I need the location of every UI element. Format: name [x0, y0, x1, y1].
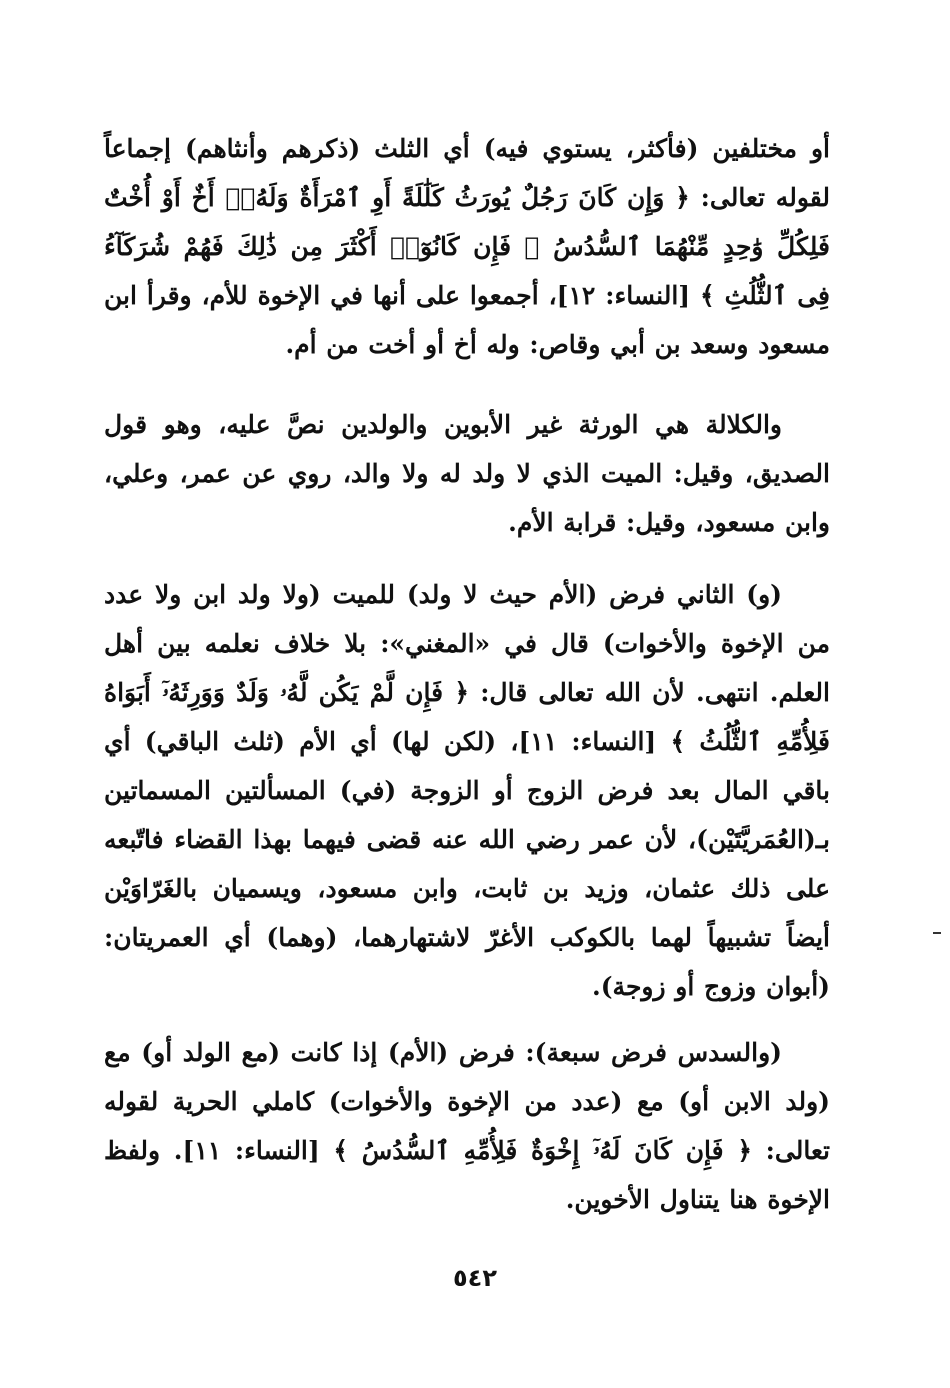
paragraph-1	[104, 124, 830, 369]
paragraph-2-text: والكلالة هي الورثة غير الأبوين والولدين نصَّ عليه، وهو قول الصديق، وقيل: الميت الذي لا ولد له ولا والد، روي عن عمر، وعلي، وابن مسعود، وقيل: قرابة الأم.	[104, 410, 830, 537]
paragraph-3	[104, 570, 830, 1011]
paragraph-3-text: (و) الثاني فرض (الأم حيث لا ولد) للميت (ولا ولد ابن ولا عدد من الإخوة والأخوات) قال في «المغني»: بلا خلاف نعلمه بين أهل العلم. انتهى. لأن الله تعالى قال: ﴿ فَإِن لَّمْ يَكُن لَّهُۥ وَلَدٌ وَوَرِثَهُۥٓ أَبَوَاهُ فَلِأُمِّهِ ٱلثُّلُثُ ﴾ [النساء: ١١]، (لكن لها) أي الأم (ثلث الباقي) أي باقي المال بعد فرض الزوج أو الزوجة (في) المسألتين المسماتين بـ(العُمَريَّتَيْن)، لأن عمر رضي الله عنه قضى فيهما بهذا القضاء فاتّبعه على ذلك عثمان، وزيد بن ثابت، وابن مسعود، ويسميان بالغَرّاوَيْن أيضاً تشبيهاً لهما بالكوكب الأغرّ لاشتهارهما، (وهما) أي العمريتان: (أبوان وزوج أو زوجة).	[104, 580, 830, 1001]
paragraph-4-text: (والسدس فرض سبعة): فرض (الأم) إذا كانت (مع الولد أو) مع (ولد الابن أو) مع (عدد من الإخوة والأخوات) كاملي الحرية لقوله تعالى: ﴿ فَإِن كَانَ لَهُۥٓ إِخْوَةٌ فَلِأُمِّهِ ٱلسُّدُسُ ﴾ [النساء: ١١]. ولفظ الإخوة هنا يتناول الأخوين.	[104, 1038, 830, 1214]
margin-mark	[933, 932, 941, 934]
paragraph-1-text: أو مختلفين (فأكثر، يستوي فيه) أي الثلث (ذكرهم وأنثاهم) إجماعاً لقوله تعالى: ﴿ وَإِن كَانَ رَجُلٌ يُورَثُ كَلَٰلَةً أَوِ ٱمْرَأَةٌ وَلَهُۥٓ أَخٌ أَوْ أُخْتٌ فَلِكُلِّ وَٰحِدٍ مِّنْهُمَا ٱلسُّدُسُ ۚ فَإِن كَانُوٓا۟ أَكْثَرَ مِن ذَٰلِكَ فَهُمْ شُرَكَآءُ فِى ٱلثُّلُثِ ﴾ [النساء: ١٢]، أجمعوا على أنها في الإخوة للأم، وقرأ ابن مسعود وسعد بن أبي وقاص: وله أخ أو أخت من أم.	[104, 134, 830, 359]
page-number: ٥٤٢	[453, 1264, 497, 1292]
paragraph-4	[104, 1028, 830, 1224]
paragraph-2	[104, 400, 830, 547]
